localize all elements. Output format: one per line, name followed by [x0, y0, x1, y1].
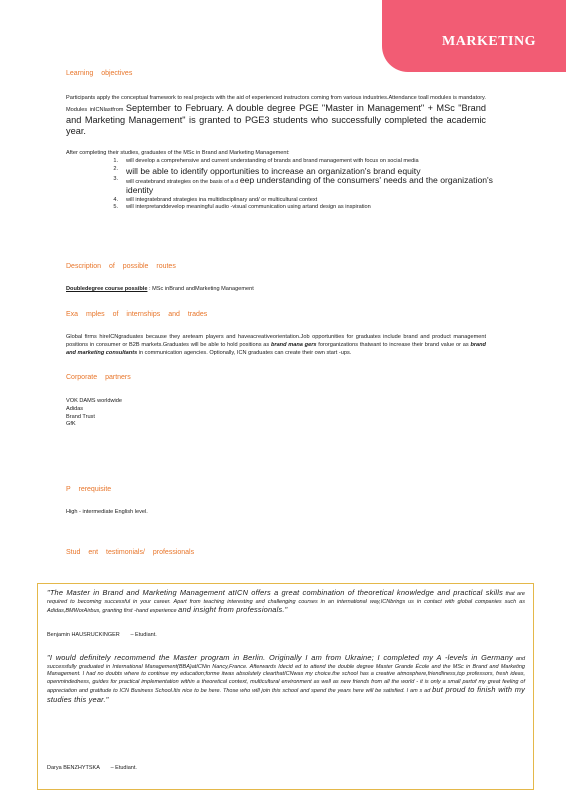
list-item: Adidas — [66, 405, 84, 412]
page-title: MARKETING — [442, 34, 536, 49]
prereq-text: High - intermediate English level. — [66, 509, 148, 515]
learning-intro-small: Participants apply the conceptual framework to real projects with the aid of experienced instructors coming from various industries.Attendance toall modules is mandatory. Modules inICNlastfrom — [66, 95, 486, 113]
routes-value: : MSc inBrand andMarketing Management — [149, 286, 254, 292]
learning-heading: Learning objectives — [66, 70, 133, 77]
testimonials-heading: Stud ent testimonials/ professionals — [66, 549, 195, 556]
routes-heading: Description of possible routes — [66, 263, 176, 270]
learning-intro-big: September to February. A double degree PGE "Master in Management" + MSc "Brand and Marketing Management" is granted to PGE3 students who successfully completed the academic year. — [66, 102, 487, 137]
list-item: 4. will integratebrand strategies ina multidisciplinary and/ or multicultural context — [113, 196, 318, 203]
list-item: 2. will be able to identify opportunities to increase an organization's brand equity — [113, 165, 421, 176]
objectives-list — [66, 158, 496, 212]
partners-list — [66, 398, 486, 429]
testimonial-1: "The Master in Brand and Marketing Management atICN offers a great combination of theoretical knowledge and practical skills that are required to becoming successful in your career. Apart from teaching interesting and challenging courses in an international way,ICNbrings us in contact with global companies such as Adidas,BMWorAirbus, granting first -hand experience and insight from professionals." — [47, 588, 525, 615]
internships-text: Global firms hireICNgraduates because they areteam players and haveacreativeorientation.Job opportunities for graduates include brand and product management positions in consumer or B2B markets.Graduates will be able to hold positions as brand mana gers fororganizations thatwant to increase their brand value or as brand and marketing consultants in communication agencies. Optionally, ICN graduates can create their own start -ups. — [66, 334, 486, 356]
testimonial-2: "I would definitely recommend the Master program in Berlin. Originally I am from Ukraine; I completed my A -levels in Germany and successfully graduated in International Management(BBA)atICNin Nancy,France. Afterwards Idecid ed to attend the double degree Master Grande École and the MSc in Brand and Marketing Management. I had no doubts where to continue my education;forme itwas absolutely clearthatICNwas my choice.the school has a creative atmosphere,friendliness,top professors, fresh ideas, openmindedness, guides for practical implementation within a theoretical context, multicultural environment as well as new friends from all the world - it is only a small partof my great feeling of appreciation and gratitude to ICN Business School.Itis nice to be here. Those who will join this school and spend the years here will be satisfied. I am s ad but proud to finish with my studies this year." — [47, 653, 526, 704]
list-item: 5. will interpretanddevelop meaningful audio -visual communication using artand design as inspiration — [113, 204, 371, 211]
routes-label: Doubledegree course possible — [66, 286, 148, 292]
list-item: VOK DAMS worldwide — [66, 398, 122, 404]
internships-heading: Exa mples of internships and trades — [66, 311, 208, 318]
testimonials-box — [37, 583, 534, 790]
list-item: 1. will develop a comprehensive and current understanding of brands and brand management with focus on social media — [113, 158, 419, 164]
list-item: 3. will createbrand strategies on the basis of a d eep understanding of the consumers' needs and the organization's identity — [113, 174, 493, 196]
learning-after: After completing their studies, graduates of the MSc in Brand and Marketing Management: — [66, 150, 290, 156]
routes-text — [66, 286, 486, 294]
prereq-heading: P rerequisite — [66, 486, 112, 493]
testimonial-1-signature: Benjamin HAUSRUCKINGER – Etudiant. — [47, 632, 157, 638]
header-banner — [382, 0, 566, 72]
list-item: Brand Trust — [66, 413, 95, 420]
list-item: GfK — [66, 421, 76, 428]
partners-heading: Corporate partners — [66, 374, 131, 381]
learning-intro — [66, 95, 486, 138]
testimonial-2-signature: Darya BENZHYTSKA – Etudiant. — [47, 765, 137, 771]
